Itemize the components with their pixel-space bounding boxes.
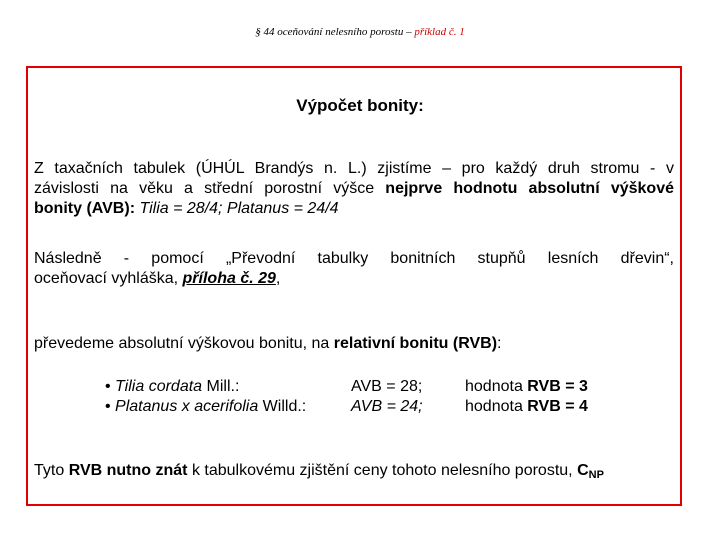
avb-cell: AVB = 28; [351, 378, 423, 395]
appendix-reference: příloha č. 29 [182, 270, 276, 287]
rvb-cell [465, 397, 588, 417]
paragraph1-line2 [34, 179, 674, 199]
species-cell [105, 397, 306, 417]
header-example-label: příklad č. 1 [414, 26, 465, 38]
paragraph1-line2-bold: nejprve hodnotu absolutní výškové [385, 180, 674, 197]
paragraph3-colon: : [497, 335, 502, 352]
species-name: Platanus x acerifolia [115, 398, 259, 415]
paragraph-convert-rvb [34, 334, 674, 354]
cnp-symbol: C [577, 462, 589, 479]
rvb-label: hodnota [465, 378, 528, 395]
species-name: Tilia cordata [115, 378, 203, 395]
species-author: Mill.: [202, 378, 240, 395]
paragraph1-line3 [34, 200, 339, 217]
rvb-term: relativní bonitu (RVB) [333, 335, 498, 352]
paragraph4-text: Tyto [34, 462, 69, 479]
rvb-must-know: RVB nutno znát [68, 462, 188, 479]
avb-cell: AVB = 24; [351, 398, 423, 415]
paragraph2-comma: , [275, 270, 281, 287]
paragraph3-text: převedeme absolutní výškovou bonitu, na [34, 335, 334, 352]
paragraph1-line2-text: závislosti na věku a střední porostní výšce [34, 180, 386, 197]
rvb-value: RVB = 3 [527, 378, 588, 395]
cnp-subscript: NP [588, 469, 604, 481]
rvb-cell [465, 377, 588, 397]
section-title: Výpočet bonity: [296, 96, 424, 115]
avb-values: Tilia = 28/4; Platanus = 24/4 [135, 200, 339, 217]
paragraph2-line2-text: oceňovací vyhláška, [34, 270, 183, 287]
paragraph-conclusion [34, 461, 674, 485]
paragraph2-line1: Následně - pomocí „Převodní tabulky bonitních stupňů lesních dřevin“, [34, 250, 674, 267]
paragraph2-line2 [34, 270, 280, 287]
avb-label: bonity (AVB): [34, 200, 136, 217]
species-cell [105, 377, 239, 397]
paragraph-taxation-tables [34, 159, 674, 219]
header-prefix: § 44 oceňování nelesního porostu – [255, 26, 415, 38]
rvb-value: RVB = 4 [527, 398, 588, 415]
bullet: • [105, 378, 116, 395]
bullet: • [105, 398, 116, 415]
slide-header [0, 26, 720, 38]
paragraph4-text-2: k tabulkovému zjištění ceny tohoto nelesního porostu, [187, 462, 578, 479]
paragraph1-line1: Z taxačních tabulek (ÚHÚL Brandýs n. L.) zjistíme – pro každý druh stromu - v [34, 160, 674, 177]
species-author: Willd.: [258, 398, 307, 415]
rvb-label: hodnota [465, 398, 528, 415]
paragraph-conversion-table [34, 249, 674, 289]
